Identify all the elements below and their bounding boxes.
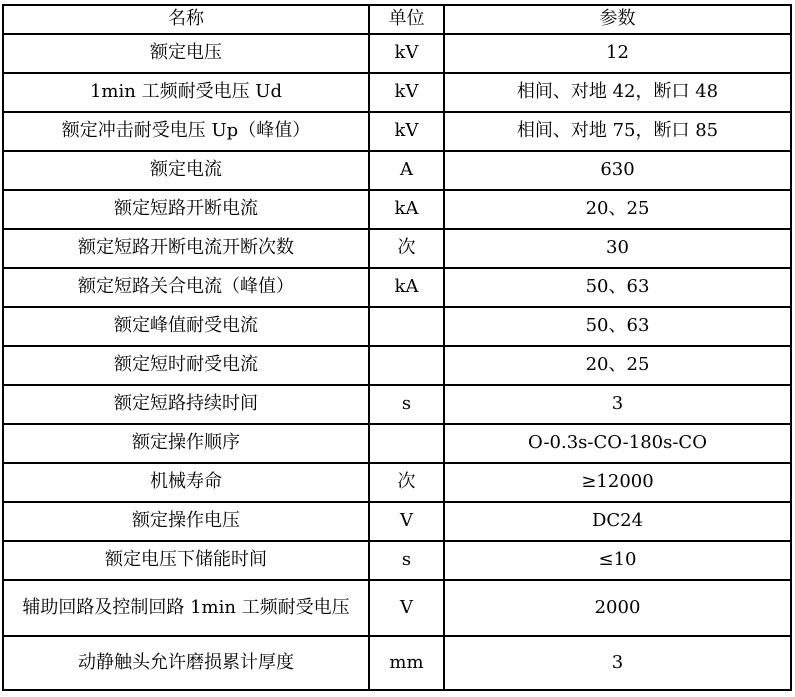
param-cell: 630 bbox=[444, 151, 791, 190]
table-row bbox=[3, 34, 791, 73]
param-cell: 50、63 bbox=[444, 268, 791, 307]
unit-cell: 次 bbox=[369, 229, 444, 268]
table-row bbox=[3, 307, 791, 346]
table-row bbox=[3, 268, 791, 307]
param-cell: 12 bbox=[444, 34, 791, 73]
table-row bbox=[3, 541, 791, 580]
param-cell: ≤10 bbox=[444, 541, 791, 580]
table-row bbox=[3, 112, 791, 151]
table-row bbox=[3, 73, 791, 112]
unit-cell bbox=[369, 307, 444, 346]
name-cell: 额定短路关合电流（峰值） bbox=[3, 268, 369, 307]
param-cell: 3 bbox=[444, 636, 791, 690]
name-cell: 额定电流 bbox=[3, 151, 369, 190]
name-cell: 额定短时耐受电流 bbox=[3, 346, 369, 385]
table-row bbox=[3, 636, 791, 690]
name-cell: 机械寿命 bbox=[3, 463, 369, 502]
name-cell: 额定短路开断电流开断次数 bbox=[3, 229, 369, 268]
table-row bbox=[3, 424, 791, 463]
name-cell: 额定短路持续时间 bbox=[3, 385, 369, 424]
column-header-unit: 单位 bbox=[369, 5, 444, 34]
header-row bbox=[3, 5, 791, 34]
param-cell: 2000 bbox=[444, 580, 791, 636]
column-header-name: 名称 bbox=[3, 5, 369, 34]
unit-cell: A bbox=[369, 151, 444, 190]
param-cell: ≥12000 bbox=[444, 463, 791, 502]
unit-cell: V bbox=[369, 580, 444, 636]
name-cell: 额定电压 bbox=[3, 34, 369, 73]
unit-cell: kV bbox=[369, 112, 444, 151]
name-cell: 动静触头允许磨损累计厚度 bbox=[3, 636, 369, 690]
spec-table bbox=[2, 4, 792, 691]
table-row bbox=[3, 346, 791, 385]
table-row bbox=[3, 229, 791, 268]
unit-cell: mm bbox=[369, 636, 444, 690]
name-cell: 额定峰值耐受电流 bbox=[3, 307, 369, 346]
param-cell: 30 bbox=[444, 229, 791, 268]
param-cell: 相间、对地 75，断口 85 bbox=[444, 112, 791, 151]
param-cell: DC24 bbox=[444, 502, 791, 541]
unit-cell bbox=[369, 346, 444, 385]
name-cell: 额定电压下储能时间 bbox=[3, 541, 369, 580]
unit-cell bbox=[369, 424, 444, 463]
table-row bbox=[3, 385, 791, 424]
param-cell: O-0.3s-CO-180s-CO bbox=[444, 424, 791, 463]
name-cell: 1min 工频耐受电压 Ud bbox=[3, 73, 369, 112]
name-cell: 额定冲击耐受电压 Up（峰值） bbox=[3, 112, 369, 151]
unit-cell: V bbox=[369, 502, 444, 541]
table-row bbox=[3, 151, 791, 190]
name-cell: 额定操作电压 bbox=[3, 502, 369, 541]
name-cell: 辅助回路及控制回路 1min 工频耐受电压 bbox=[3, 580, 369, 636]
unit-cell: kA bbox=[369, 268, 444, 307]
param-cell: 50、63 bbox=[444, 307, 791, 346]
unit-cell: kV bbox=[369, 73, 444, 112]
unit-cell: 次 bbox=[369, 463, 444, 502]
table-row bbox=[3, 580, 791, 636]
table-row bbox=[3, 502, 791, 541]
spec-table-body bbox=[3, 34, 791, 691]
param-cell: 相间、对地 42，断口 48 bbox=[444, 73, 791, 112]
unit-cell: s bbox=[369, 541, 444, 580]
unit-cell: kA bbox=[369, 190, 444, 229]
param-cell: 3 bbox=[444, 385, 791, 424]
name-cell: 额定操作顺序 bbox=[3, 424, 369, 463]
param-cell: 20、25 bbox=[444, 346, 791, 385]
unit-cell: s bbox=[369, 385, 444, 424]
table-row bbox=[3, 463, 791, 502]
param-cell: 20、25 bbox=[444, 190, 791, 229]
unit-cell: kV bbox=[369, 34, 444, 73]
name-cell: 额定短路开断电流 bbox=[3, 190, 369, 229]
column-header-param: 参数 bbox=[444, 5, 791, 34]
table-row bbox=[3, 190, 791, 229]
